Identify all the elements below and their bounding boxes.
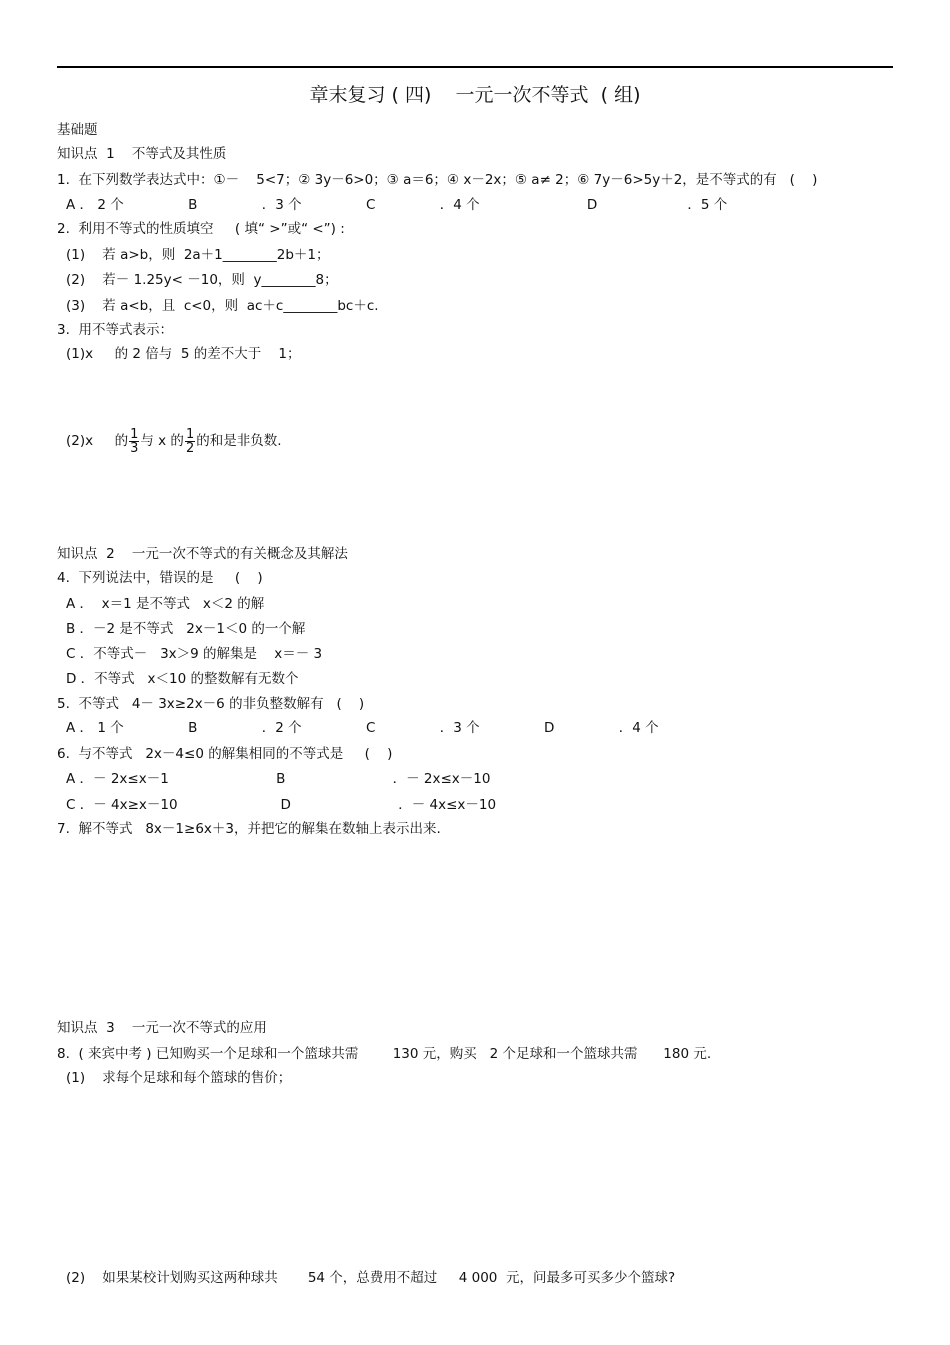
q2-part3: (3) 若 a<b，且 c<0，则 ac＋c________bc＋c.: [66, 298, 379, 314]
fraction-denominator: 3: [130, 440, 139, 456]
q4-option-d: D ．不等式 x＜10 的整数解有无数个: [66, 671, 299, 687]
q5-stem: 5. 不等式 4－ 3x≥2x－6 的非负整数解有 ( ): [57, 696, 365, 712]
q3-part1: (1)x 的 2 倍与 5 的差不大于 1；: [66, 346, 301, 362]
kp3-heading: 知识点 3 一元一次不等式的应用: [57, 1020, 267, 1036]
q3-stem: 3. 用不等式表示：: [57, 322, 173, 338]
q6-options-row2: C ．－ 4x≥x－10 D ．－ 4x≤x－10: [66, 797, 497, 813]
q3-part2: [66, 421, 282, 461]
q5-options: A ． 1 个 B ．2 个 C ．3 个 D ．4 个: [66, 720, 659, 736]
q7-stem: 7. 解不等式 8x－1≥6x＋3，并把它的解集在数轴上表示出来.: [57, 821, 441, 837]
kp2-heading: 知识点 2 一元一次不等式的有关概念及其解法: [57, 546, 348, 562]
top-rule: [57, 66, 893, 68]
q2-part1: (1) 若 a>b，则 2a＋1________2b＋1；: [66, 247, 330, 263]
q4-stem: 4. 下列说法中，错误的是 ( ): [57, 570, 263, 586]
q3-part2-text-b: 与 x 的: [140, 433, 184, 449]
q2-stem: 2. 利用不等式的性质填空 ( 填“ >”或“ <”) :: [57, 221, 345, 237]
q4-option-b: B ．－2 是不等式 2x－1＜0 的一个解: [66, 621, 306, 637]
q6-stem: 6. 与不等式 2x－4≤0 的解集相同的不等式是 ( ): [57, 746, 393, 762]
fraction-one-half: [185, 428, 195, 455]
q3-part2-text-c: 的和是非负数.: [196, 433, 282, 449]
q1-stem: 1. 在下列数学表达式中：①－ 5<7；② 3y－6>0；③ a＝6；④ x－2x；⑤ a≠ 2；⑥ 7y－6>5y＋2，是不等式的有 ( ): [57, 172, 818, 188]
q8-part2: (2) 如果某校计划购买这两种球共 54 个，总费用不超过 4 000 元，问最多可买多少个篮球?: [66, 1270, 676, 1286]
fraction-one-third: [129, 428, 139, 455]
q8-part1: (1) 求每个足球和每个篮球的售价；: [66, 1070, 292, 1086]
q4-option-c: C ．不等式－ 3x＞9 的解集是 x＝－ 3: [66, 646, 323, 662]
fraction-numerator: 1: [130, 426, 139, 442]
q2-part2: (2) 若－ 1.25y< －10，则 y________8；: [66, 272, 338, 288]
q1-options: A ． 2 个 B ．3 个 C ．4 个 D ．5 个: [66, 197, 728, 213]
page-title: 章末复习 ( 四) 一元一次不等式 ( 组): [309, 84, 641, 106]
fraction-numerator: 1: [185, 426, 195, 442]
section-label: 基础题: [57, 122, 98, 138]
q6-options-row1: A ．－ 2x≤x－1 B ．－ 2x≤x－10: [66, 771, 491, 787]
q4-option-a: A ． x＝1 是不等式 x＜2 的解: [66, 596, 265, 612]
q8-stem: 8. ( 来宾中考 ) 已知购买一个足球和一个篮球共需 130 元，购买 2 个足球和一个篮球共需 180 元.: [57, 1046, 712, 1062]
fraction-denominator: 2: [185, 440, 195, 456]
q3-part2-text-a: (2)x 的: [66, 433, 129, 449]
kp1-heading: 知识点 1 不等式及其性质: [57, 146, 227, 162]
